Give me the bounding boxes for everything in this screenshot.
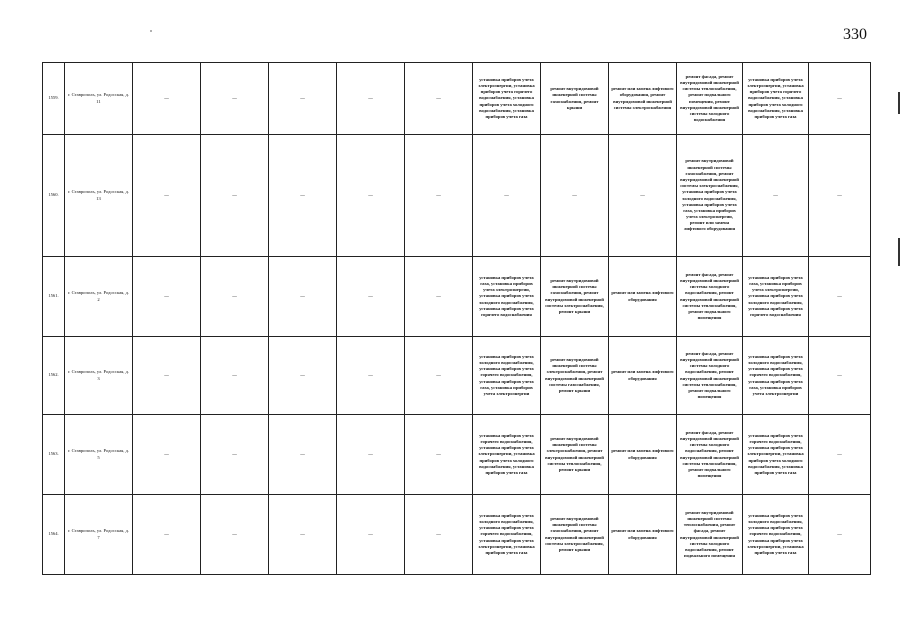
empty-dash-cell: — xyxy=(337,257,405,337)
empty-dash-cell: — xyxy=(201,63,269,135)
work-cell: ремонт фасада, ремонт внутридомовой инженерной системы холодного водоснабжения, ремонт внутридомовой инженерной системы теплоснабжения, ремонт подвального помещения xyxy=(677,415,743,495)
empty-dash-cell: — xyxy=(201,415,269,495)
empty-dash-cell: — xyxy=(201,135,269,257)
work-cell: — xyxy=(809,257,871,337)
address-cell: г. Ставрополь, ул. Родосская, д. 2 xyxy=(65,257,133,337)
empty-dash-cell: — xyxy=(133,257,201,337)
empty-dash-cell: — xyxy=(201,495,269,575)
scan-edge-mark xyxy=(898,238,900,266)
empty-dash-cell: — xyxy=(269,337,337,415)
row-number: 1562. xyxy=(43,337,65,415)
address-cell: г. Ставрополь, ул. Родосская, д. 7 xyxy=(65,495,133,575)
work-cell: ремонт или замена лифтового оборудования xyxy=(609,337,677,415)
work-cell: ремонт внутридомовой инженерной системы теплоснабжения, ремонт фасада, ремонт внутридомовой инженерной системы холодного водоснабжения, ремонт подвального помещения xyxy=(677,495,743,575)
work-cell: установка приборов учета холодного водоснабжения, установка приборов учета горячего водоснабжения, установка приборов учета газа, установка приборов учета электроэнергии xyxy=(473,337,541,415)
empty-dash-cell: — xyxy=(269,63,337,135)
work-cell: ремонт или замена лифтового оборудования xyxy=(609,415,677,495)
work-cell: ремонт внутридомовой инженерной системы электроснабжения, ремонт внутридомовой инженерной системы теплоснабжения, ремонт крыши xyxy=(541,415,609,495)
work-cell: установка приборов учета горячего водоснабжения, установка приборов учета электроэнергии, установка приборов учета холодного водоснабжения, установка приборов учета газа xyxy=(743,415,809,495)
empty-dash-cell: — xyxy=(133,63,201,135)
work-cell: — xyxy=(541,135,609,257)
work-cell: — xyxy=(809,135,871,257)
address-cell: г. Ставрополь, ул. Родосская, д. 13 xyxy=(65,135,133,257)
table-row xyxy=(43,337,871,415)
work-cell: — xyxy=(809,63,871,135)
works-table xyxy=(42,62,871,575)
work-cell: — xyxy=(473,135,541,257)
address-cell: г. Ставрополь, ул. Родосская, д. 3 xyxy=(65,337,133,415)
table-row xyxy=(43,257,871,337)
empty-dash-cell: — xyxy=(337,135,405,257)
empty-dash-cell: — xyxy=(133,337,201,415)
work-cell: ремонт внутридомовой инженерной системы газоснабжения, ремонт крыши xyxy=(541,63,609,135)
table-row xyxy=(43,135,871,257)
empty-dash-cell: — xyxy=(337,337,405,415)
empty-dash-cell: — xyxy=(337,415,405,495)
row-number: 1559. xyxy=(43,63,65,135)
empty-dash-cell: — xyxy=(201,337,269,415)
work-cell: установка приборов учета электроэнергии, установка приборов учета горячего водоснабжения, установка приборов учета холодного водоснабжения, установка приборов учета газа xyxy=(743,63,809,135)
work-cell: ремонт или замена лифтового оборудования xyxy=(609,257,677,337)
empty-dash-cell: — xyxy=(337,495,405,575)
table-row xyxy=(43,495,871,575)
work-cell: установка приборов учета холодного водоснабжения, установка приборов учета горячего водоснабжения, установка приборов учета электроэнергии, установка приборов учета газа xyxy=(743,495,809,575)
empty-dash-cell: — xyxy=(201,257,269,337)
work-cell: — xyxy=(809,337,871,415)
work-cell: ремонт или замена лифтового оборудования, ремонт внутридомовой инженерной системы электроснабжения xyxy=(609,63,677,135)
empty-dash-cell: — xyxy=(405,135,473,257)
empty-dash-cell: — xyxy=(269,415,337,495)
row-number: 1561. xyxy=(43,257,65,337)
work-cell: установка приборов учета газа, установка приборов учета электроэнергии, установка приборов учета холодного водоснабжения, установка приборов учета горячего водоснабжения xyxy=(473,257,541,337)
row-number: 1564. xyxy=(43,495,65,575)
table-row xyxy=(43,63,871,135)
table-body xyxy=(43,63,871,575)
work-cell: ремонт внутридомовой инженерной системы газоснабжения, ремонт внутридомовой инженерной системы электроснабжения, установка приборов учета холодного водоснабжения, установка приборов учета газа, установка приборов учета электроэнергии, ремонт или замена лифтового оборудования xyxy=(677,135,743,257)
work-cell: установка приборов учета электроэнергии, установка приборов учета горячего водоснабжения, установка приборов учета холодного водоснабжения, установка приборов учета газа xyxy=(473,63,541,135)
work-cell: ремонт или замена лифтового оборудования xyxy=(609,495,677,575)
empty-dash-cell: — xyxy=(405,415,473,495)
work-cell: ремонт внутридомовой инженерной системы газоснабжения, ремонт внутридомовой инженерной системы электроснабжения, ремонт крыши xyxy=(541,257,609,337)
work-cell: ремонт фасада, ремонт внутридомовой инженерной системы холодного водоснабжения, ремонт внутридомовой инженерной системы теплоснабжения, ремонт подвального помещения xyxy=(677,257,743,337)
table-row xyxy=(43,415,871,495)
empty-dash-cell: — xyxy=(405,337,473,415)
empty-dash-cell: — xyxy=(133,415,201,495)
scan-speck xyxy=(150,30,152,32)
work-cell: — xyxy=(809,415,871,495)
work-cell: установка приборов учета газа, установка приборов учета электроэнергии, установка приборов учета холодного водоснабжения, установка приборов учета горячего водоснабжения xyxy=(743,257,809,337)
empty-dash-cell: — xyxy=(133,135,201,257)
work-cell: ремонт фасада, ремонт внутридомовой инженерной системы теплоснабжения, ремонт подвального помещения, ремонт внутридомовой инженерной системы холодного водоснабжения xyxy=(677,63,743,135)
empty-dash-cell: — xyxy=(405,257,473,337)
work-cell: ремонт внутридомовой инженерной системы электроснабжения, ремонт внутридомовой инженерной системы газоснабжения, ремонт крыши xyxy=(541,337,609,415)
work-cell: — xyxy=(743,135,809,257)
work-cell: ремонт внутридомовой инженерной системы газоснабжения, ремонт внутридомовой инженерной системы электроснабжения, ремонт крыши xyxy=(541,495,609,575)
work-cell: — xyxy=(609,135,677,257)
empty-dash-cell: — xyxy=(405,63,473,135)
empty-dash-cell: — xyxy=(133,495,201,575)
address-cell: г. Ставрополь, ул. Родосская, д. 11 xyxy=(65,63,133,135)
work-cell: — xyxy=(809,495,871,575)
page-number: 330 xyxy=(843,26,867,43)
scan-edge-mark xyxy=(898,92,900,114)
empty-dash-cell: — xyxy=(405,495,473,575)
work-cell: установка приборов учета холодного водоснабжения, установка приборов учета горячего водоснабжения, установка приборов учета электроэнергии, установка приборов учета газа xyxy=(473,495,541,575)
work-cell: ремонт фасада, ремонт внутридомовой инженерной системы холодного водоснабжения, ремонт внутридомовой инженерной системы теплоснабжения, ремонт подвального помещения xyxy=(677,337,743,415)
row-number: 1563. xyxy=(43,415,65,495)
work-cell: установка приборов учета холодного водоснабжения, установка приборов учета горячего водоснабжения, установка приборов учета газа, установка приборов учета электроэнергии xyxy=(743,337,809,415)
row-number: 1560. xyxy=(43,135,65,257)
empty-dash-cell: — xyxy=(269,257,337,337)
empty-dash-cell: — xyxy=(337,63,405,135)
work-cell: установка приборов учета горячего водоснабжения, установка приборов учета электроэнергии, установка приборов учета холодного водоснабжения, установка приборов учета газа xyxy=(473,415,541,495)
address-cell: г. Ставрополь, ул. Родосская, д. 5 xyxy=(65,415,133,495)
empty-dash-cell: — xyxy=(269,135,337,257)
empty-dash-cell: — xyxy=(269,495,337,575)
